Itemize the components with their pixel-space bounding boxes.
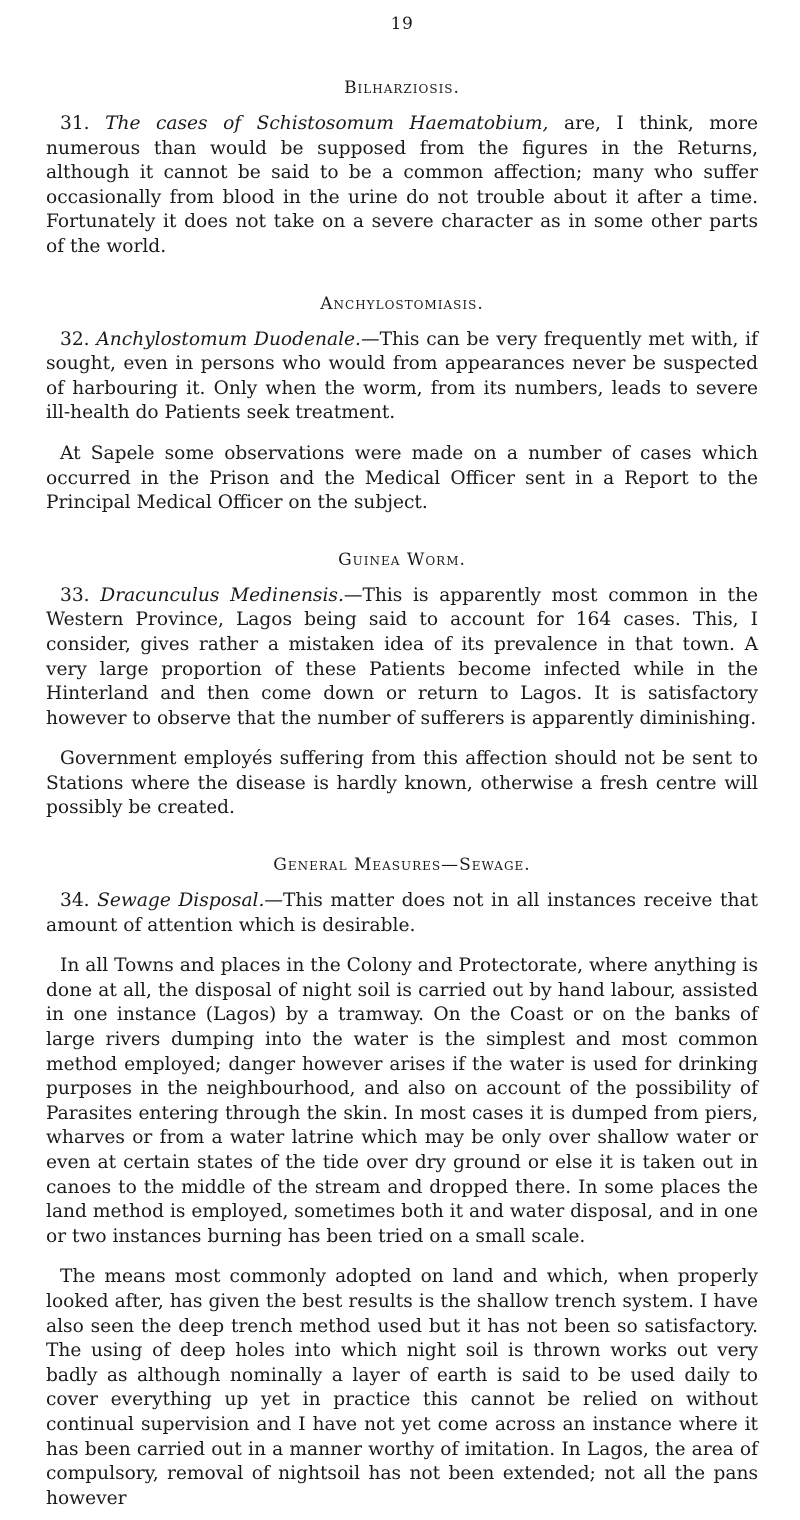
paragraph-text: are, I think, more numerous than would be supposed from the figures in the Returns, although it cannot be said to be a common affection; many who suffer occasionally from blood in the urine do not trouble about it after a time. Fortunately it does not take on a severe character as in some other parts of the world. bbox=[46, 113, 758, 257]
paragraph bbox=[46, 112, 758, 260]
paragraph bbox=[46, 747, 758, 821]
paragraph-text: —This matter does not in all instances receive that amount of attention which is desirable. bbox=[46, 890, 758, 936]
paragraph-number: 33. bbox=[60, 584, 90, 606]
section-bilharziosis bbox=[46, 78, 758, 260]
paragraph-number: 34. bbox=[60, 890, 90, 912]
paragraph-text: —This is apparently most common in the Western Province, Lagos being said to account for 164 cases. This, I consider, gives rather a mistaken idea of its prevalence in that town. A very large proportion of these Patients become infected while in the Hinterland and then come down or return to Lagos. It is satisfactory however to observe that the number of sufferers is apparently diminishing. bbox=[46, 584, 759, 729]
document-page bbox=[46, 14, 758, 1511]
section-guinea-worm bbox=[46, 550, 758, 821]
section-heading: Anchylostomiasis. bbox=[320, 293, 484, 314]
paragraph bbox=[46, 584, 758, 732]
paragraph-title: The cases of Schistosomum Haematobium, bbox=[105, 113, 549, 134]
section-anchylostomiasis bbox=[46, 294, 758, 516]
paragraph bbox=[46, 954, 758, 1249]
paragraph bbox=[46, 442, 758, 516]
paragraph-number: 32. bbox=[60, 328, 90, 350]
paragraph-text: The means most commonly adopted on land and which, when properly looked after, has given the best results is the shallow trench system. I have also seen the deep trench method used but it has not been so satisfactory. The using of deep holes into which night soil is thrown works out very badly as although nominally a layer of earth is said to be used daily to cover everything up yet in practice this cannot be relied on without continual supervision and I have not yet come across an instance where it has been carried out in a manner worthy of imitation. In Lagos, the area of compulsory, removal of nightsoil has not been extended; not all the pans however bbox=[46, 1266, 758, 1509]
page-number: 19 bbox=[390, 14, 414, 34]
paragraph-text: At Sapele some observations were made on a number of cases which occurred in the Prison and the Medical Officer sent in a Report to the Principal Medical Officer on the subject. bbox=[46, 442, 758, 514]
paragraph-title: Dracunculus Medinensis. bbox=[100, 584, 344, 606]
paragraph-text: In all Towns and places in the Colony and Protectorate, where anything is done at all, the disposal of night soil is carried out by hand labour, assisted in one instance (Lagos) by a tramway. On the Coast or on the banks of large rivers dumping into the water is the simplest and most common method employed; danger however arises if the water is used for drinking purposes in the neighbourhood, and also on account of the possibility of Parasites entering through the skin. In most cases it is dumped from piers, wharves or from a water latrine which may be only over shallow water or even at certain states of the tide over dry ground or else it is taken out in canoes to the middle of the stream and dropped there. In some places the land method is employed, sometimes both it and water disposal, and in one or two instances burning has been tried on a small scale. bbox=[46, 955, 758, 1247]
paragraph-text: Government employés suffering from this affection should not be sent to Stations where the disease is hardly known, otherwise a fresh centre will possibly be created. bbox=[46, 748, 758, 819]
section-heading: Guinea Worm. bbox=[338, 549, 466, 570]
paragraph bbox=[46, 328, 758, 426]
section-heading: General Measures—Sewage. bbox=[273, 855, 531, 876]
paragraph-title: Sewage Disposal. bbox=[97, 890, 265, 912]
paragraph bbox=[46, 1265, 758, 1511]
paragraph-text: —This can be very frequently met with, if sought, even in persons who would from appearances never be suspected of harbouring it. Only when the worm, from its numbers, leads to severe ill-health do Patients seek treatment. bbox=[46, 328, 758, 424]
paragraph-title: Anchylostomum Duodenale. bbox=[96, 328, 361, 350]
paragraph bbox=[46, 889, 758, 938]
paragraph-number: 31. bbox=[60, 113, 90, 134]
section-sewage bbox=[46, 855, 758, 1511]
section-heading: Bilharziosis. bbox=[344, 78, 460, 98]
